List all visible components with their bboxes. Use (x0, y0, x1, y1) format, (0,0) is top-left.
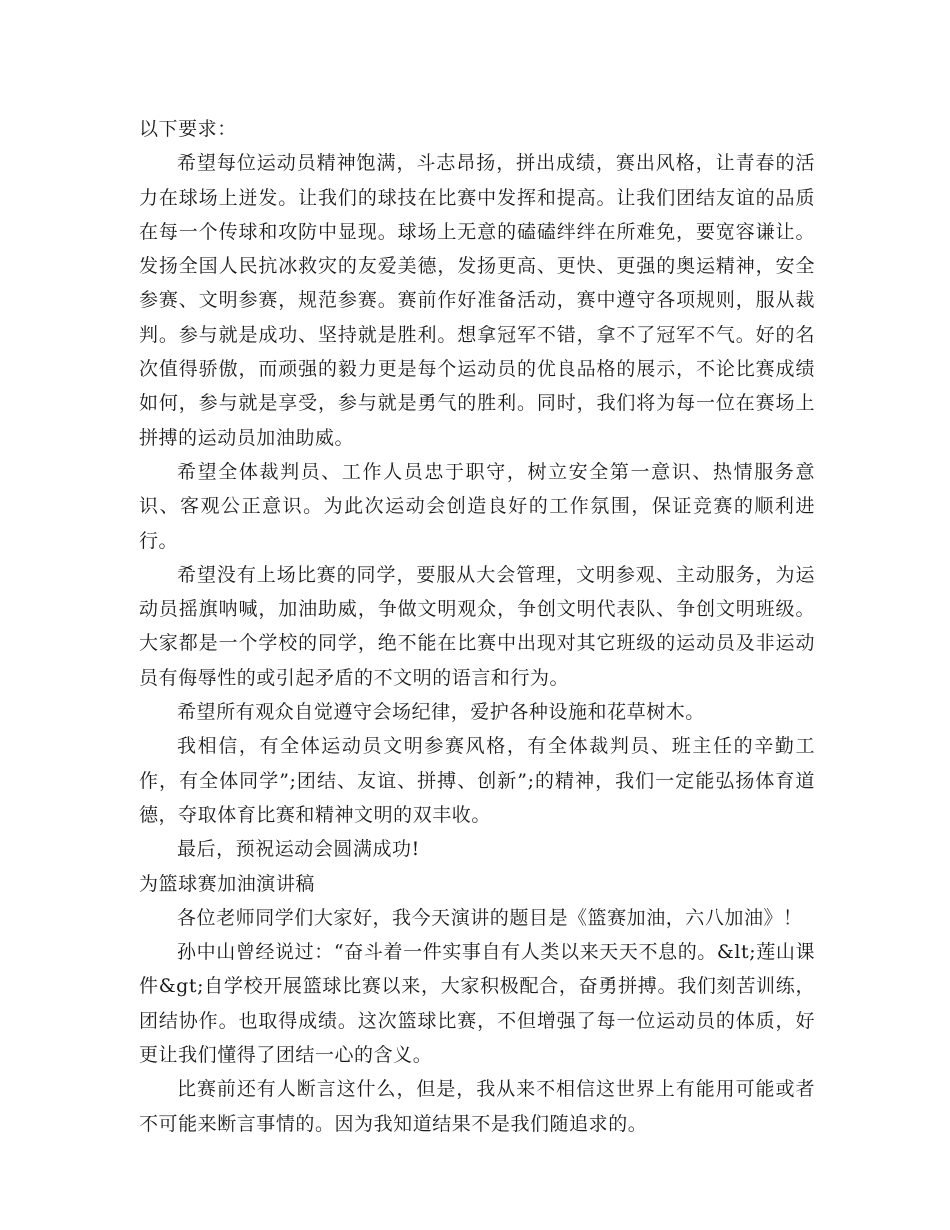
paragraph-belief-outcome: 比赛前还有人断言这什么，但是，我从来不相信这世界上有能用可能或者不可能来断言事情的。因为我知道结果不是我们随追求的。 (139, 1078, 815, 1135)
paragraph-closing-wish: 最后，预祝运动会圆满成功! (177, 838, 420, 861)
paragraph-spectating-students: 希望没有上场比赛的同学，要服从大会管理，文明参观、主动服务，为运动员摇旗呐喊，加油助威，争做文明观众，争创文明代表队、争创文明班级。大家都是一个学校的同学，绝不能在比赛中出现对其它班级的运动员及非运动员有侮辱性的或引起矛盾的不文明的语言和行为。 (139, 563, 815, 689)
paragraph-belief: 我相信，有全体运动员文明参赛风格，有全体裁判员、班主任的辛勤工作，有全体同学”;团结、友谊、拼搏、创新”;的精神，我们一定能弘扬体育道德，夺取体育比赛和精神文明的双丰收。 (139, 735, 815, 826)
section-heading: 为篮球赛加油演讲稿 (139, 872, 315, 895)
paragraph-intro: 以下要求： (139, 118, 237, 140)
paragraph-greeting: 各位老师同学们大家好，我今天演讲的题目是《篮赛加油，六八加油》！ (177, 906, 803, 929)
paragraph-athletes: 希望每位运动员精神饱满，斗志昂扬，拼出成绩，赛出风格，让青春的活力在球场上迸发。让我们的球技在比赛中发挥和提高。让我们团结友谊的品质在每一个传球和攻防中显现。球场上无意的磕磕绊绊在所难免，要宽容谦让。发扬全国人民抗冰救灾的友爱美德，发扬更高、更快、更强的奥运精神，安全参赛、文明参赛，规范参赛。赛前作好准备活动，赛中遵守各项规则，服从裁判。参与就是成功、坚持就是胜利。想拿冠军不错，拿不了冠军不气。好的名次值得骄傲，而顽强的毅力更是每个运动员的优良品格的展示，不论比赛成绩如何，参与就是享受，参与就是勇气的胜利。同时，我们将为每一位在赛场上拼搏的运动员加油助威。 (139, 152, 815, 449)
paragraph-quote: 孙中山曾经说过：“奋斗着一件实事自有人类以来天天不息的。&lt;莲山课件&gt;自学校开展篮球比赛以来，大家积极配合，奋勇拼搏。我们刻苦训练，团结协作。也取得成绩。这次篮球比赛，不但增强了每一位运动员的体质，好更让我们懂得了团结一心的含义。 (139, 941, 815, 1067)
document-page (139, 112, 815, 1141)
paragraph-referees: 希望全体裁判员、工作人员忠于职守，树立安全第一意识、热情服务意识、客观公正意识。为此次运动会创造良好的工作氛围，保证竞赛的顺利进行。 (139, 460, 815, 552)
paragraph-audience: 希望所有观众自觉遵守会场纪律，爱护各种设施和花草树木。 (177, 701, 705, 724)
